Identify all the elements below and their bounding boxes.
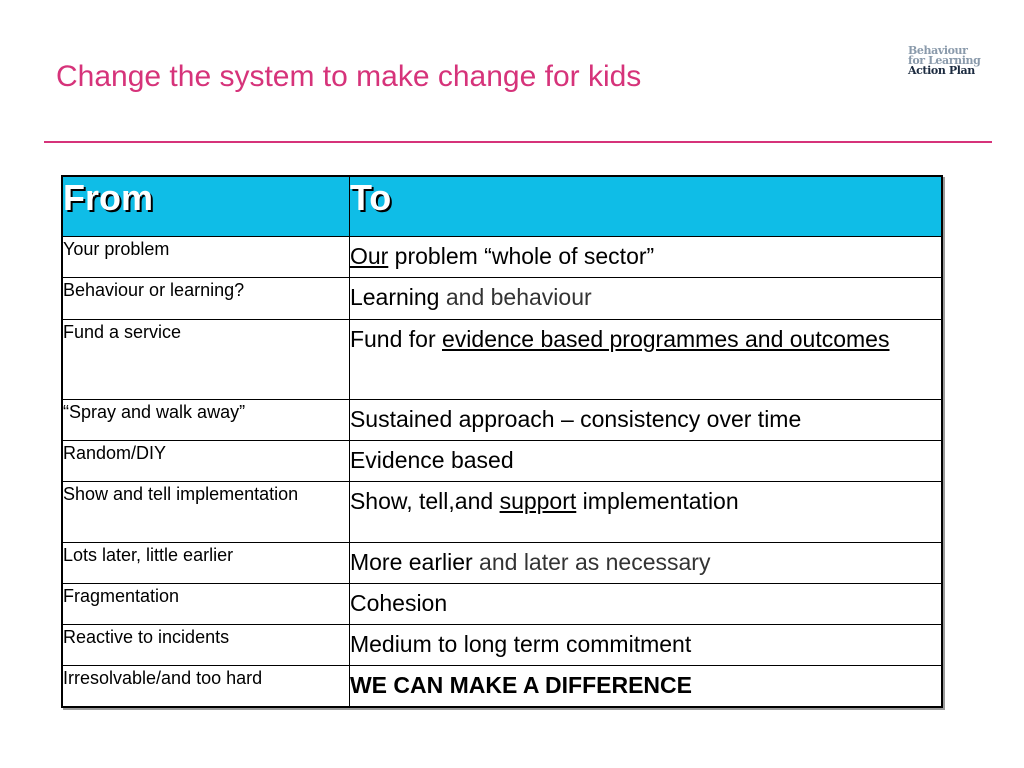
from-cell: Irresolvable/and too hard <box>62 665 349 707</box>
from-cell: Reactive to incidents <box>62 624 349 665</box>
to-text: Fund for <box>349 325 442 352</box>
behaviour-for-learning-logo <box>908 46 980 76</box>
table-row <box>62 583 942 624</box>
table-header-row <box>62 176 942 236</box>
from-cell: Show and tell implementation <box>62 481 349 542</box>
from-cell: Fund a service <box>62 319 349 399</box>
to-cell <box>349 277 942 319</box>
to-cell: Sustained approach – consistency over time <box>349 399 942 440</box>
from-cell: Behaviour or learning? <box>62 277 349 319</box>
table-row <box>62 665 942 707</box>
table-row <box>62 481 942 542</box>
to-emphasis: evidence based programmes and outcomes <box>442 325 890 352</box>
table-row <box>62 440 942 481</box>
to-cell: Cohesion <box>349 583 942 624</box>
header-from: From <box>62 176 349 236</box>
header-to: To <box>349 176 942 236</box>
to-cell <box>349 542 942 583</box>
table-row <box>62 542 942 583</box>
to-emphasis: Our <box>349 242 389 269</box>
to-text-secondary: and behaviour <box>439 283 592 310</box>
to-text: Show, tell,and <box>349 487 500 514</box>
logo-line-1: Behaviour <box>908 44 968 57</box>
from-cell: Random/DIY <box>62 440 349 481</box>
to-emphasis: support <box>499 487 577 514</box>
from-cell: “Spray and walk away” <box>62 399 349 440</box>
logo-line-2: for Learning <box>908 54 981 67</box>
to-cell <box>349 236 942 277</box>
from-cell: Your problem <box>62 236 349 277</box>
to-cell: Evidence based <box>349 440 942 481</box>
from-cell: Lots later, little earlier <box>62 542 349 583</box>
to-text: More earlier <box>349 548 473 575</box>
to-cell <box>349 481 942 542</box>
logo-line-3: Action Plan <box>908 64 975 77</box>
to-cell <box>349 665 942 707</box>
to-emphasis-bold: WE CAN MAKE A DIFFERENCE <box>349 671 692 698</box>
from-cell: Fragmentation <box>62 583 349 624</box>
slide-title: Change the system to make change for kids <box>56 60 642 93</box>
to-text-tail: implementation <box>576 487 739 514</box>
table-row <box>62 277 942 319</box>
to-cell: Medium to long term commitment <box>349 624 942 665</box>
to-text-secondary: and later as necessary <box>472 548 711 575</box>
table-row <box>62 319 942 399</box>
to-text: Learning <box>349 283 440 310</box>
to-cell <box>349 319 942 399</box>
from-to-table <box>61 175 943 708</box>
to-text: problem “whole of sector” <box>388 242 655 269</box>
title-divider <box>44 141 992 143</box>
table-row <box>62 624 942 665</box>
table-row <box>62 236 942 277</box>
table-row <box>62 399 942 440</box>
